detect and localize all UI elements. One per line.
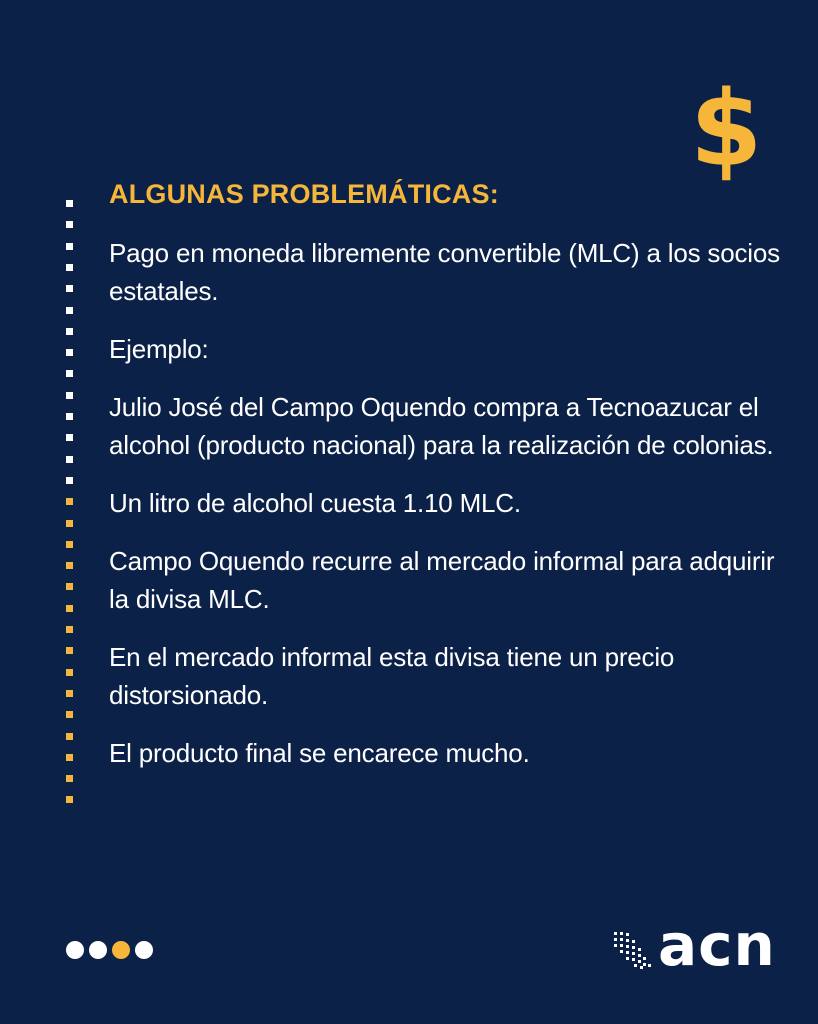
divider-dot bbox=[66, 456, 73, 463]
divider-dot bbox=[66, 733, 73, 740]
vertical-dot-divider bbox=[66, 200, 74, 820]
divider-dot bbox=[66, 477, 73, 484]
divider-dot bbox=[66, 605, 73, 612]
paragraph-4: Un litro de alcohol cuesta 1.10 MLC. bbox=[109, 488, 521, 518]
divider-dot bbox=[66, 349, 73, 356]
divider-dot bbox=[66, 583, 73, 590]
divider-dot bbox=[66, 392, 73, 399]
divider-dot bbox=[66, 221, 73, 228]
section-heading: ALGUNAS PROBLEMÁTICAS: bbox=[109, 179, 499, 209]
acn-logo bbox=[612, 911, 782, 979]
main-content bbox=[109, 176, 789, 792]
divider-dot bbox=[66, 669, 73, 676]
divider-dot bbox=[66, 754, 73, 761]
paragraph-3: Julio José del Campo Oquendo compra a Tecnoazucar el alcohol (producto nacional) para la realización de colonias. bbox=[109, 392, 774, 460]
paragraph-2: Ejemplo: bbox=[109, 334, 209, 364]
pagination-dot bbox=[135, 941, 153, 959]
divider-dot bbox=[66, 541, 73, 548]
divider-dot bbox=[66, 307, 73, 314]
divider-dot bbox=[66, 562, 73, 569]
divider-dot bbox=[66, 243, 73, 250]
paragraph-1: Pago en moneda libremente convertible (MLC) a los socios estatales. bbox=[109, 238, 780, 306]
divider-dot bbox=[66, 775, 73, 782]
paragraph-6: En el mercado informal esta divisa tiene un precio distorsionado. bbox=[109, 642, 675, 710]
logo-wordmark: acn bbox=[658, 911, 776, 979]
logo-burst-icon bbox=[612, 930, 656, 970]
divider-dot bbox=[66, 626, 73, 633]
divider-dot bbox=[66, 796, 73, 803]
divider-dot bbox=[66, 711, 73, 718]
divider-dot bbox=[66, 285, 73, 292]
pagination-dots bbox=[66, 941, 153, 961]
paragraph-5: Campo Oquendo recurre al mercado informal para adquirir la divisa MLC. bbox=[109, 546, 775, 614]
paragraph-7: El producto final se encarece mucho. bbox=[109, 738, 530, 768]
pagination-dot-active bbox=[112, 941, 130, 959]
divider-dot bbox=[66, 328, 73, 335]
dollar-sign-icon: $ bbox=[690, 68, 763, 190]
divider-dot bbox=[66, 264, 73, 271]
divider-dot bbox=[66, 434, 73, 441]
divider-dot bbox=[66, 520, 73, 527]
divider-dot bbox=[66, 413, 73, 420]
pagination-dot bbox=[89, 941, 107, 959]
divider-dot bbox=[66, 200, 73, 207]
pagination-dot bbox=[66, 941, 84, 959]
divider-dot bbox=[66, 690, 73, 697]
divider-dot bbox=[66, 498, 73, 505]
divider-dot bbox=[66, 647, 73, 654]
divider-dot bbox=[66, 370, 73, 377]
